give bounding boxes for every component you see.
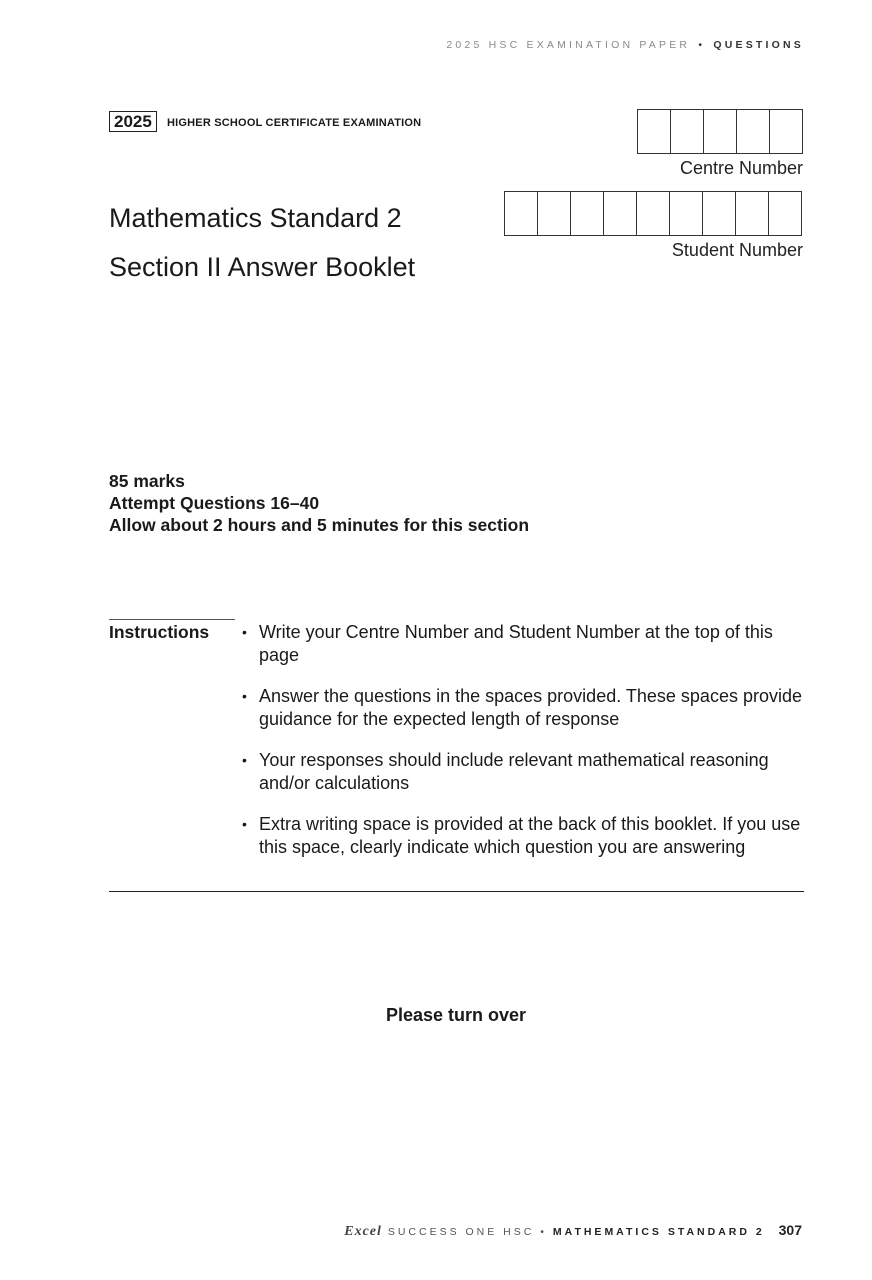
exam-name: HIGHER SCHOOL CERTIFICATE EXAMINATION — [167, 117, 422, 129]
instruction-item — [242, 621, 812, 667]
centre-number-label: Centre Number — [679, 158, 803, 178]
page-number: 307 — [778, 1222, 802, 1238]
centre-number-box[interactable] — [638, 109, 671, 154]
booklet-title: Section II Answer Booklet — [109, 252, 416, 282]
instruction-text: Extra writing space is provided at the back of this booklet. If you use this space, clearly indicate which question you are answering — [259, 814, 801, 857]
student-number-label: Student Number — [671, 240, 803, 260]
student-number-box[interactable] — [703, 191, 736, 236]
instruction-item — [242, 749, 812, 795]
footer-separator: • — [540, 1226, 547, 1238]
section-info — [109, 470, 529, 536]
student-number-box[interactable] — [571, 191, 604, 236]
instruction-text: Your responses should include relevant mathematical reasoning and/or calculations — [259, 750, 769, 793]
student-number-box[interactable] — [736, 191, 769, 236]
attempt-text: Attempt Questions 16–40 — [109, 493, 320, 513]
bullet-icon: • — [242, 688, 247, 704]
bullet-icon: • — [242, 752, 247, 768]
footer-series: SUCCESS ONE HSC — [387, 1226, 535, 1238]
running-head — [446, 39, 804, 51]
footer-subject: MATHEMATICS STANDARD 2 — [552, 1226, 765, 1238]
bullet-icon: • — [242, 624, 247, 640]
instructions-heading: Instructions — [109, 622, 210, 642]
centre-number-box[interactable] — [704, 109, 737, 154]
centre-number-box[interactable] — [737, 109, 770, 154]
running-head-separator: • — [698, 39, 706, 51]
student-number-box[interactable] — [538, 191, 571, 236]
instruction-item — [242, 685, 812, 731]
student-number-box[interactable] — [670, 191, 703, 236]
running-head-section: QUESTIONS — [713, 39, 804, 51]
instruction-text: Answer the questions in the spaces provided. These spaces provide guidance for the expected length of response — [259, 686, 802, 729]
instruction-item — [242, 813, 812, 859]
student-number-box[interactable] — [505, 191, 538, 236]
year-badge: 2025 — [109, 111, 157, 132]
centre-number-box[interactable] — [671, 109, 704, 154]
instruction-text: Write your Centre Number and Student Number at the top of this page — [259, 622, 773, 665]
marks-text: 85 marks — [109, 471, 185, 491]
student-number-boxes[interactable] — [504, 191, 802, 236]
centre-number-box[interactable] — [770, 109, 803, 154]
student-number-box[interactable] — [769, 191, 802, 236]
section-divider — [109, 891, 804, 892]
student-number-box[interactable] — [637, 191, 670, 236]
running-head-title: 2025 HSC EXAMINATION PAPER — [446, 39, 691, 51]
page-footer — [344, 1222, 802, 1240]
instructions-list — [242, 621, 812, 877]
time-text: Allow about 2 hours and 5 minutes for this section — [109, 515, 530, 535]
student-number-box[interactable] — [604, 191, 637, 236]
brand-logo: Excel — [344, 1224, 382, 1239]
instructions-rule — [109, 619, 235, 620]
turn-over-text: Please turn over — [385, 1005, 527, 1025]
bullet-icon: • — [242, 816, 247, 832]
centre-number-boxes[interactable] — [637, 109, 803, 154]
paper-title: Mathematics Standard 2 — [109, 203, 402, 233]
